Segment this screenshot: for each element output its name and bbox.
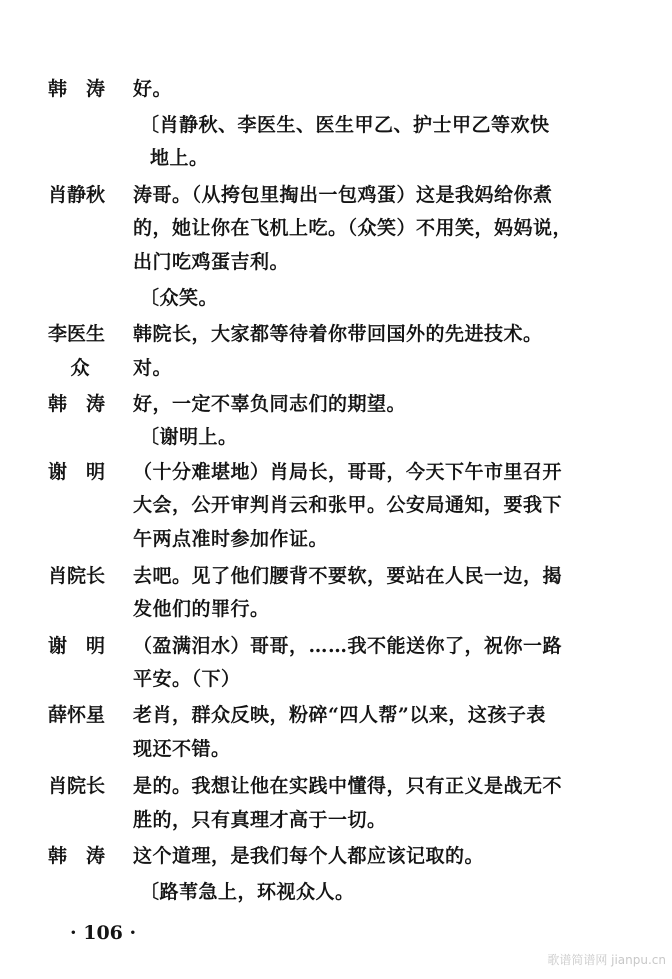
dialogue-continuation	[0, 213, 672, 243]
dialogue-continuation	[0, 734, 672, 764]
dialogue-continuation	[0, 805, 672, 835]
dialogue-line	[0, 700, 672, 730]
dialogue-line	[0, 771, 672, 801]
page-number: · 106 ·	[70, 922, 137, 944]
dialogue-line	[0, 841, 672, 871]
dialogue-line	[0, 631, 672, 661]
dialogue-text: 韩院长，大家都等待着你带回国外的先进技术。	[133, 323, 543, 345]
speaker-name: 谢 明	[48, 635, 106, 657]
stage-direction-text: 〔众笑。	[140, 287, 219, 309]
dialogue-text: 胜的，只有真理才高于一切。	[133, 809, 387, 831]
stage-direction	[0, 877, 672, 907]
watermark: 歌谱简谱网 jianpu.cn	[547, 953, 666, 967]
stage-direction-text: 〔谢明上。	[140, 426, 238, 448]
stage-direction-text: 地上。	[150, 147, 209, 169]
dialogue-continuation	[0, 490, 672, 520]
dialogue-text: 大会，公开审判肖云和张甲。公安局通知，要我下	[133, 494, 563, 516]
dialogue-continuation	[0, 524, 672, 554]
speaker-name: 众	[70, 357, 90, 379]
speaker-name: 肖院长	[48, 775, 106, 797]
speaker-name: 李医生	[48, 323, 106, 345]
speaker-name: 韩 涛	[48, 78, 106, 100]
dialogue-text: 涛哥。（从挎包里掏出一包鸡蛋）这是我妈给你煮	[133, 184, 553, 206]
dialogue-text: 是的。我想让他在实践中懂得，只有正义是战无不	[133, 775, 563, 797]
dialogue-text: 好。	[133, 78, 173, 100]
dialogue-text: 的，她让你在飞机上吃。（众笑）不用笑，妈妈说，	[133, 217, 573, 239]
dialogue-text: 平安。（下）	[133, 668, 241, 690]
dialogue-line	[0, 389, 672, 419]
speaker-name: 谢 明	[48, 461, 106, 483]
dialogue-line	[0, 457, 672, 487]
dialogue-text: 出门吃鸡蛋吉利。	[133, 251, 290, 273]
dialogue-text: 老肖，群众反映，粉碎“四人帮”以来，这孩子表	[133, 704, 546, 726]
dialogue-continuation	[0, 247, 672, 277]
dialogue-continuation	[0, 664, 672, 694]
dialogue-text: （十分难堪地）肖局长，哥哥，今天下午市里召开	[133, 461, 563, 483]
dialogue-text: 好，一定不辜负同志们的期望。	[133, 393, 407, 415]
dialogue-line	[0, 353, 672, 383]
dialogue-text: 这个道理，是我们每个人都应该记取的。	[133, 845, 485, 867]
stage-direction	[0, 422, 672, 452]
stage-direction	[0, 143, 672, 173]
dialogue-text: （盈满泪水）哥哥，……我不能送你了，祝你一路	[133, 635, 563, 657]
speaker-name: 韩 涛	[48, 393, 106, 415]
stage-direction-text: 〔路苇急上，环视众人。	[140, 881, 355, 903]
speaker-name: 韩 涛	[48, 845, 106, 867]
dialogue-text: 对。	[133, 357, 173, 379]
dialogue-line	[0, 74, 672, 104]
stage-direction	[0, 283, 672, 313]
dialogue-line	[0, 319, 672, 349]
stage-direction-text: 〔肖静秋、李医生、医生甲乙、护士甲乙等欢快	[140, 114, 550, 136]
speaker-name: 肖院长	[48, 565, 106, 587]
dialogue-line	[0, 180, 672, 210]
dialogue-text: 午两点准时参加作证。	[133, 528, 329, 550]
dialogue-text: 现还不错。	[133, 738, 231, 760]
speaker-name: 薛怀星	[48, 704, 106, 726]
dialogue-continuation	[0, 594, 672, 624]
stage-direction	[0, 110, 672, 140]
speaker-name: 肖静秋	[48, 184, 106, 206]
dialogue-text: 发他们的罪行。	[133, 598, 270, 620]
dialogue-text: 去吧。见了他们腰背不要软，要站在人民一边，揭	[133, 565, 563, 587]
dialogue-line	[0, 561, 672, 591]
